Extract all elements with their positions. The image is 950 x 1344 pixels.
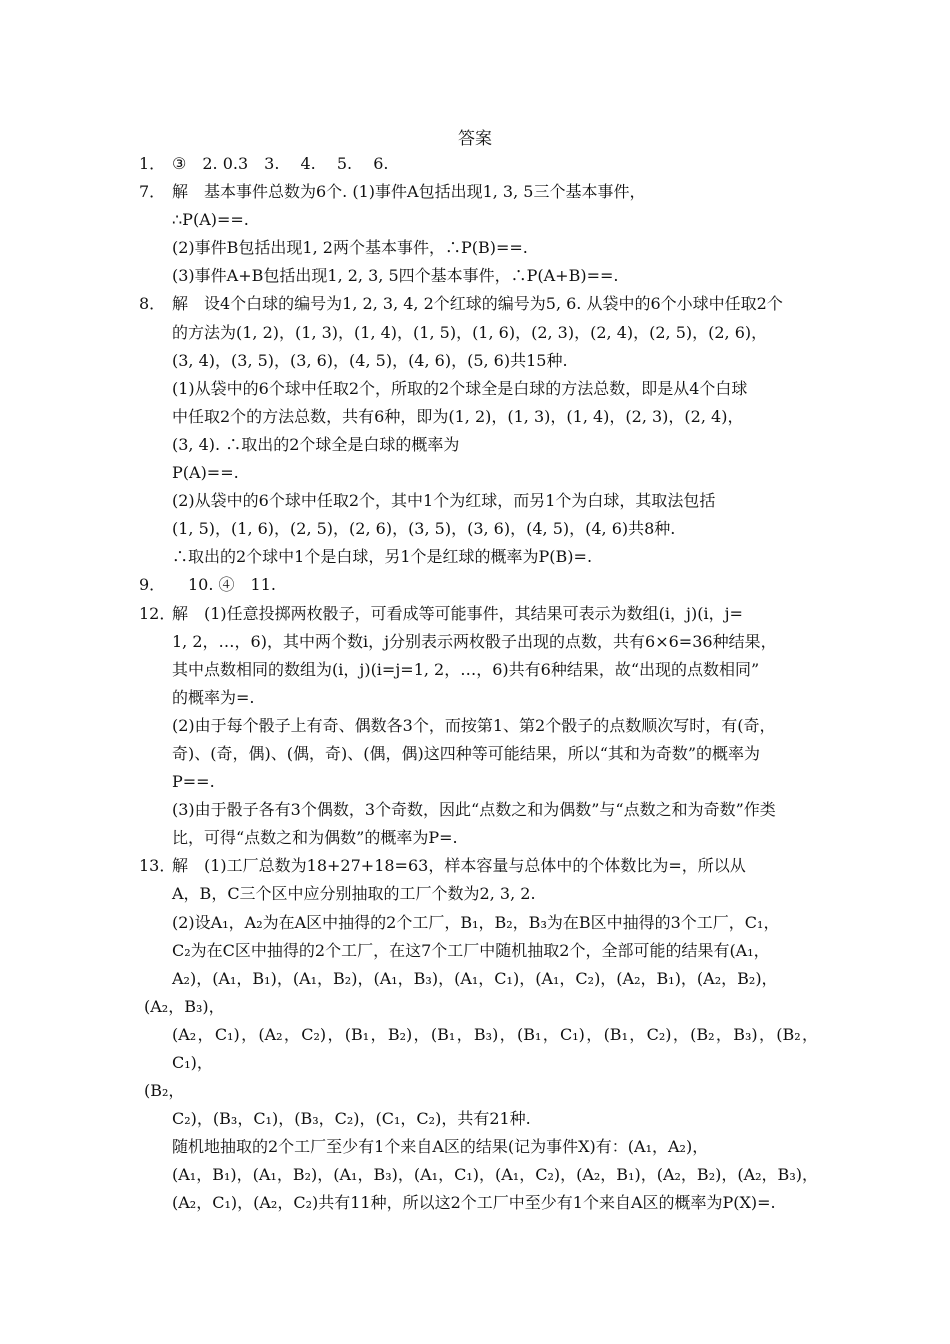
answer-line: 解 设4个白球的编号为1, 2, 3, 4, 2个红球的编号为5, 6. 从袋中的6个小球中任取2个: [172, 294, 783, 314]
answer-line: (A₂，C₁)，(A₂，C₂)共有11种，所以这2个工厂中至少有1个来自A区的概率为P(X)=.: [172, 1193, 776, 1213]
answer-line: 的概率为=.: [172, 687, 255, 707]
item-number: 7．: [139, 182, 166, 202]
answer-list: [134, 150, 818, 1218]
answer-line: 其中点数相同的数组为(i，j)(i=j=1, 2，…，6)共有6种结果，故“出现的点数相同”: [172, 659, 760, 679]
answer-item: [134, 600, 818, 853]
answer-line: ∴取出的2个球中1个是白球，另1个是红球的概率为P(B)=.: [172, 547, 593, 567]
answer-line: (A₁，B₁)，(A₁，B₂)，(A₁，B₃)，(A₁，C₁)，(A₁，C₂)，(A₂，B₁)，(A₂，B₂)，(A₂，B₃)，: [172, 1165, 818, 1185]
answer-line: ③ 2. 0.3 3. 4. 5. 6.: [172, 154, 389, 173]
answer-line: (2)从袋中的6个球中任取2个，其中1个为红球，而另1个为白球，其取法包括: [172, 491, 716, 511]
answer-line: C₂为在C区中抽得的2个工厂，在这7个工厂中随机抽取2个，全部可能的结果有(A₁，: [172, 940, 770, 960]
item-number: 9．: [139, 575, 166, 595]
answer-line: (3, 4). ∴取出的2个球全是白球的概率为: [172, 434, 460, 454]
item-number: 1．: [139, 154, 166, 173]
item-number: 13．: [139, 856, 176, 876]
answer-line: 的方法为(1, 2)，(1, 3)，(1, 4)，(1, 5)，(1, 6)，(2, 3)，(2, 4)，(2, 5)，(2, 6)，: [172, 322, 768, 342]
answer-item: [134, 150, 818, 178]
answer-line: A₂)，(A₁，B₁)，(A₁，B₂)，(A₁，B₃)，(A₁，C₁)，(A₁，C₂)，(A₂，B₁)，(A₂，B₂)，: [172, 968, 778, 988]
answer-line: 中任取2个的方法总数，共有6种，即为(1, 2)，(1, 3)，(1, 4)，(2, 3)，(2, 4)，: [172, 406, 744, 426]
answer-item: [134, 178, 818, 290]
answer-line: (3)由于骰子各有3个偶数，3个奇数，因此“点数之和为偶数”与“点数之和为奇数”作类: [172, 800, 776, 820]
page-title: 答案: [458, 129, 492, 149]
answer-line: ∴P(A)==.: [172, 210, 249, 230]
answer-line: P(A)==.: [172, 463, 239, 483]
answer-item: [134, 852, 818, 1217]
answer-line: (1)从袋中的6个球中任取2个，所取的2个球全是白球的方法总数，即是从4个白球: [172, 378, 748, 398]
answer-line: (2)设A₁，A₂为在A区中抽得的2个工厂，B₁，B₂，B₃为在B区中抽得的3个工厂，C₁，: [172, 912, 780, 932]
answer-line: 1, 2，…，6)，其中两个数i，j分别表示两枚骰子出现的点数，共有6×6=36种结果，: [172, 631, 777, 651]
answer-line: 解 基本事件总数为6个. (1)事件A包括出现1, 3, 5三个基本事件，: [172, 182, 646, 202]
answer-line: C₂)，(B₃，C₁)，(B₃，C₂)，(C₁，C₂)，共有21种.: [172, 1109, 531, 1129]
answer-line: (A₂，C₁)，(A₂，C₂)，(B₁，B₂)，(B₁，B₃)，(B₁，C₁)，(B₁，C₂)，(B₂，B₃)，(B₂，C₁)，: [172, 1024, 818, 1072]
answer-line: 解 (1)任意投掷两枚骰子，可看成等可能事件，其结果可表示为数组(i，j)(i，j=: [172, 603, 743, 623]
answer-line: (A₂，B₃)，: [144, 996, 225, 1016]
answer-line: P==.: [172, 772, 215, 792]
answer-line: (3)事件A+B包括出现1, 2, 3, 5四个基本事件，∴P(A+B)==.: [172, 266, 619, 286]
answer-line: (2)由于每个骰子上有奇、偶数各3个，而按第1、第2个骰子的点数顺次写时，有(奇，: [172, 715, 776, 735]
item-number: 12．: [139, 603, 176, 623]
item-number: 8．: [139, 294, 166, 314]
answer-line: 奇)、(奇，偶)、(偶，奇)、(偶，偶)这四种等可能结果，所以“其和为奇数”的概率为: [172, 743, 761, 763]
answer-item: [134, 571, 818, 599]
answer-item: [134, 290, 818, 571]
answer-line: A，B，C三个区中应分别抽取的工厂个数为2, 3, 2.: [172, 884, 536, 904]
answer-line: 随机地抽取的2个工厂至少有1个来自A区的结果(记为事件X)有：(A₁，A₂)，: [172, 1137, 709, 1157]
answer-line: (2)事件B包括出现1, 2两个基本事件，∴P(B)==.: [172, 238, 528, 258]
answer-line: (3, 4)，(3, 5)，(3, 6)，(4, 5)，(4, 6)，(5, 6)共15种.: [172, 350, 568, 370]
answer-line: (B₂，: [144, 1081, 185, 1101]
answer-line: 10. ④ 11.: [172, 575, 276, 595]
answer-line: 解 (1)工厂总数为18+27+18=63，样本容量与总体中的个体数比为=，所以从: [172, 856, 746, 876]
answer-line: (1, 5)，(1, 6)，(2, 5)，(2, 6)，(3, 5)，(3, 6)，(4, 5)，(4, 6)共8种.: [172, 519, 676, 539]
answer-line: 比，可得“点数之和为偶数”的概率为P=.: [172, 828, 458, 848]
